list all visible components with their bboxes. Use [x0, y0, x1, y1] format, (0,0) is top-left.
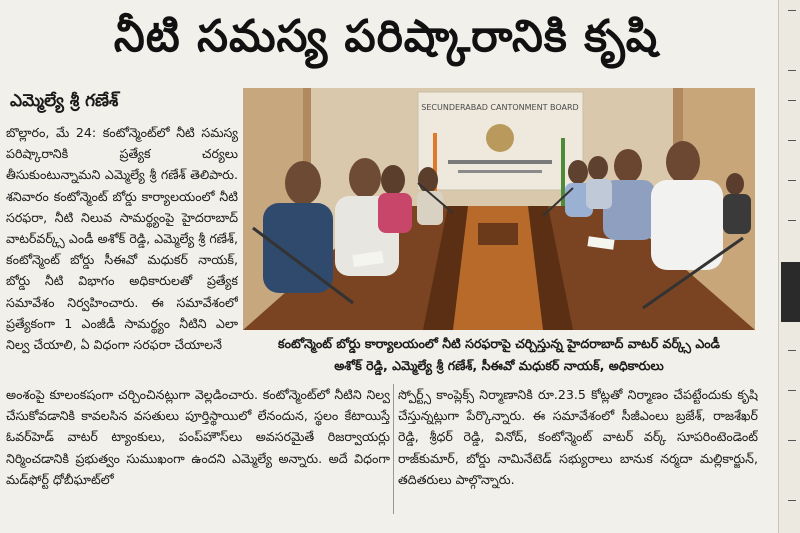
edge-dark-block [781, 262, 800, 322]
article-body-right-column [398, 384, 758, 524]
byline: ఎమ్మెల్యే శ్రీ గణేశ్ [10, 91, 119, 111]
edge-mark [788, 390, 796, 391]
banner-text: SECUNDERABAD CANTONMENT BOARD [421, 103, 579, 112]
article-body-right-text: స్పోర్ట్స్ కాంప్లెక్స్ నిర్మాణానికి రూ.23.5 కోట్లతో నిర్మాణం చేపట్టేందుకు కృషి చేస్తున్నట్లుగా పేర్కొన్నారు. ఈ సమావేశంలో సీజీఎంలు బ్రజేశ్, రాజశేఖర్ రెడ్డి, శ్రీధర్ రెడ్డి, వినోద్, కంటోన్మెంట్ వాటర్ వర్క్ సూపరింటెండెంట్ రాజ్‌కుమార్, బోర్డు నామినేటెడ్ సభ్యురాలు బానుక నర్మదా మల్లికార్జున్, తదితరులు పాల్గొన్నారు. [398, 387, 758, 487]
article-body-left-column [6, 384, 390, 524]
edge-mark [788, 140, 796, 141]
edge-mark [788, 350, 796, 351]
column-divider [393, 384, 394, 514]
edge-mark [788, 440, 796, 441]
edge-mark [788, 180, 796, 181]
photo-caption [243, 333, 755, 379]
edge-mark [788, 500, 796, 501]
adjacent-page-edge [778, 0, 800, 533]
caption-line-1: కంటోన్మెంట్ బోర్డు కార్యాలయంలో నీటి సరఫరాపై చర్చిస్తున్న హైదరాబాద్ వాటర్ వర్క్స్ ఎండీ [278, 336, 720, 351]
headline: నీటి సమస్య పరిష్కారానికి కృషి [113, 11, 659, 62]
edge-mark [788, 100, 796, 101]
caption-line-2: అశోక్ రెడ్డి, ఎమ్మెల్యే శ్రీ గణేశ్, సీఈవో మధుకర్ నాయక్, అధికారులు [334, 358, 664, 373]
edge-mark [788, 70, 796, 71]
article-intro-column [6, 122, 238, 382]
edge-mark [788, 220, 796, 221]
edge-mark [788, 10, 796, 11]
article-body-left-text: అంశంపై కూలంకషంగా చర్చించినట్లుగా వెల్లడించారు. కంటోన్మెంట్‌లో నీటిని నిల్వ చేసుకోవడానికి కావలసిన వసతులు పూర్తిస్థాయిలో లేనందున, స్థలం కేటాయిస్తే ఓవర్‌హెడ్ వాటర్ ట్యాంకులు, పంప్‌హౌస్‌లు అవసరమైతే రిజర్వాయర్లు నిర్మించడానికి ప్రభుత్వం సుముఖంగా ఉందని ఎమ్మెల్యే అన్నారు. అదే విధంగా మడ్‌ఫోర్ట్ ధోబీఘాట్‌లో [6, 387, 390, 487]
meeting-photo [243, 88, 755, 330]
article-intro-text: బొల్లారం, మే 24: కంటోన్మెంట్‌లో నీటి సమస్య పరిష్కారానికి ప్రత్యేక చర్యలు తీసుకుంటున్నామని ఎమ్మెల్యే శ్రీ గణేశ్ తెలిపారు. శనివారం కంటోన్మెంట్ బోర్డు కార్యాలయంలో నీటి సరఫరా, నీటి నిలువ సామర్థ్యంపై హైదరాబాద్ వాటర్‌వర్క్స్ ఎండీ అశోక్ రెడ్డి, ఎమ్మెల్యే శ్రీ గణేశ్, కంటోన్మెంట్ బోర్డు సీఈవో మధుకర్ నాయక్, బోర్డు నీటి విభాగం అధికారులతో ప్రత్యేక సమావేశం నిర్వహించారు. ఈ సమావేశంలో ప్రత్యేకంగా 1 ఎంజీడీ సామర్థ్యం నీటిని ఎలా నిల్వ చేయాలి, ఏ విధంగా సరఫరా చేయాలనే [6, 125, 238, 353]
